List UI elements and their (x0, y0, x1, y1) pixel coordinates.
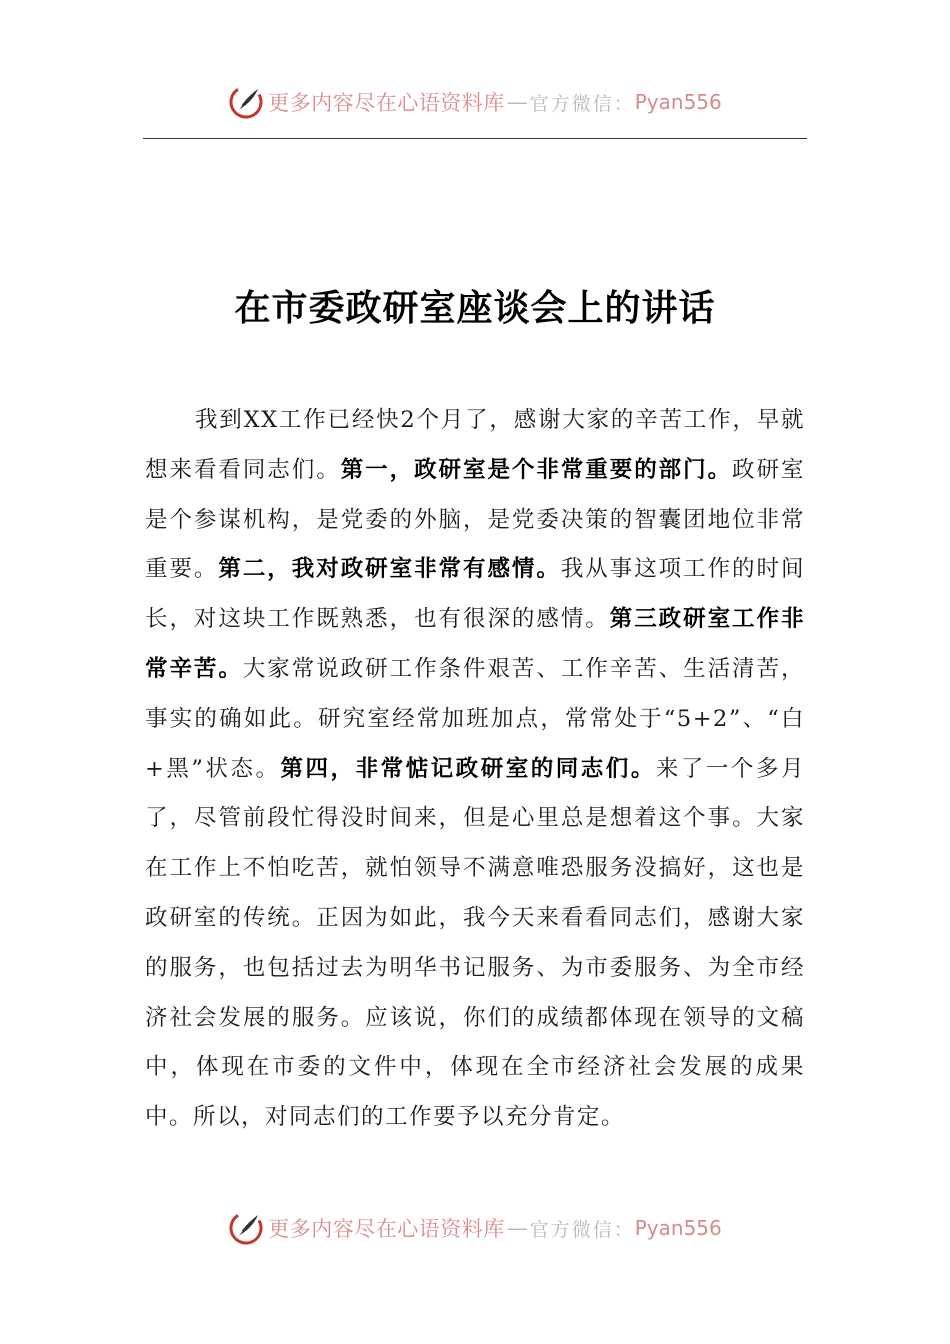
bold-point-4: 第四，非常惦记政研室的同志们。 (280, 755, 656, 782)
banner-wechat-id: Pyan556 (634, 1216, 722, 1240)
banner-wechat-label: 官方微信： (529, 92, 635, 115)
banner-text: 更多内容尽在心语资料库 (268, 1217, 505, 1241)
bold-point-2: 第二，我对政研室非常有感情。 (218, 556, 561, 583)
header-divider (143, 138, 807, 139)
bold-point-3: 第三政研室工作非常辛苦。 (145, 606, 805, 682)
banner-separator: — (506, 90, 528, 114)
paragraph-segment: 大家常说政研工作条件艰苦、工作辛苦、生活清苦，事实的确如此。研究室经常加班加点，常常处于“5+2”、“白+黑”状态。 (145, 655, 805, 782)
banner-separator: — (506, 1216, 528, 1240)
bold-point-1: 第一，政研室是个非常重要的部门。 (340, 456, 733, 483)
banner-text: 更多内容尽在心语资料库 (268, 91, 505, 115)
banner-wechat-id: Pyan556 (634, 90, 722, 114)
document-title: 在市委政研室座谈会上的讲话 (234, 288, 716, 329)
paragraph-segment: 来了一个多月了，尽管前段忙得没时间来，但是心里总是想着这个事。大家在工作上不怕吃苦，就怕领导不满意唯恐服务没搞好，这也是政研室的传统。正因为如此，我今天来看看同志们，感谢大家的服务，也包括过去为明华书记服务、为市委服务、为全市经济社会发展的服务。应该说，你们的成绩都体现在领导的文稿中，体现在市委的文件中，体现在全市经济社会发展的成果中。所以，对同志们的工作要予以充分肯定。 (145, 755, 805, 1131)
document-paragraph (145, 396, 805, 1143)
quill-logo-icon (228, 1210, 264, 1246)
paragraph-segment: 我从事这项工作的时间长，对这块工作既熟悉，也有很深的感情。 (145, 556, 805, 633)
paragraph-segment: 我到XX工作已经快2个月了，感谢大家的辛苦工作，早就想来看看同志们。 (145, 407, 805, 483)
quill-logo-icon (228, 84, 264, 120)
banner-wechat-label: 官方微信： (529, 1218, 635, 1241)
header-banner (0, 82, 950, 122)
paragraph-segment: 政研室是个参谋机构，是党委的外脑，是党委决策的智囊团地位非常重要。 (145, 456, 805, 583)
footer-banner (0, 1208, 950, 1248)
